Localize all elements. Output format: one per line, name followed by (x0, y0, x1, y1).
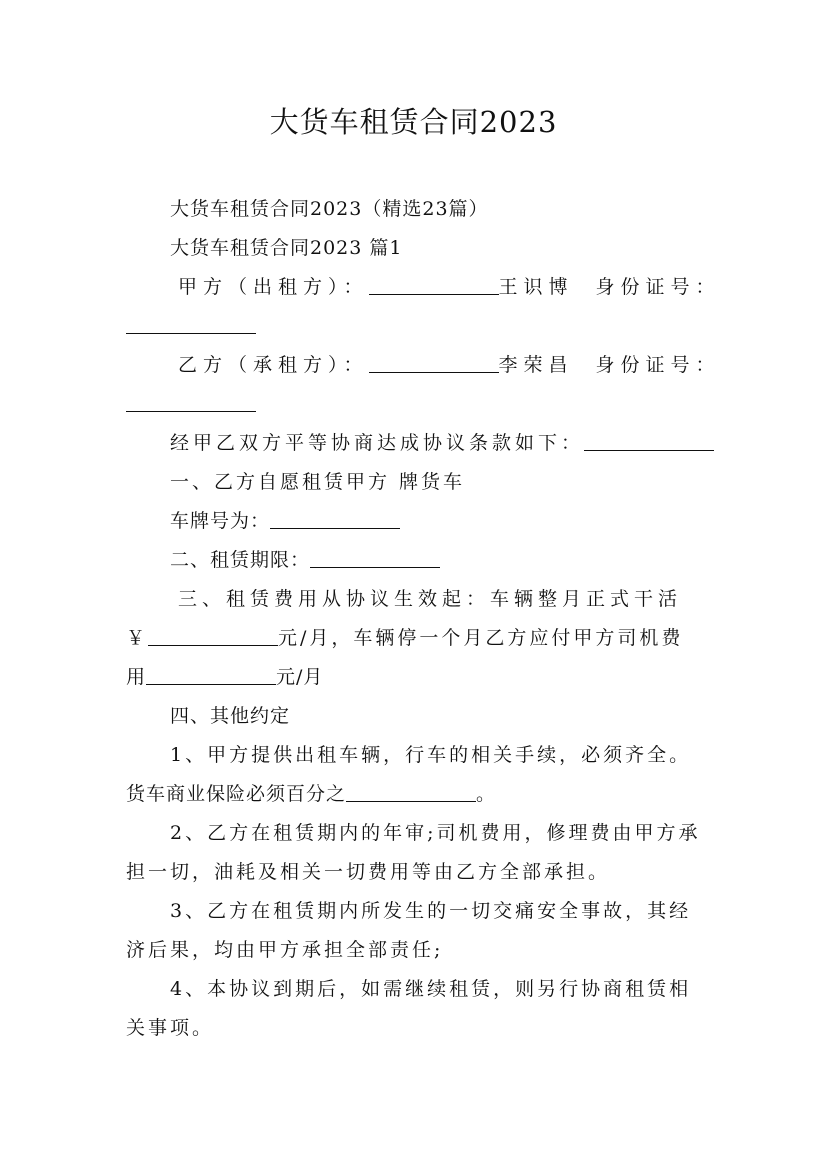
clause-3-line-3 (126, 658, 702, 697)
clause-4: 四、其他约定 (170, 705, 291, 727)
party-a-blank (369, 276, 499, 295)
party-b-id-line (126, 385, 702, 424)
plate-label: 车牌号为： (170, 510, 271, 532)
party-a-id-label: 身份证号： (595, 276, 721, 298)
party-a-name: 王识博 (498, 276, 574, 298)
party-b-id-label: 身份证号： (595, 354, 721, 376)
party-b-line (126, 346, 721, 385)
item-1-text-b: 货车商业保险必须百分之 (126, 783, 347, 805)
clause-3-text-c: 用 (126, 666, 147, 688)
party-a-id-blank (126, 315, 256, 334)
clause-1: 一、乙方自愿租赁甲方 牌货车 (170, 471, 466, 493)
item-3-line-1: 3、乙方在租赁期内所发生的一切交痛安全事故，其经 (170, 900, 692, 922)
clause-3-text-b: 元/月，车辆停一个月乙方应付甲方司机费 (278, 627, 684, 649)
agreement-blank (584, 432, 714, 451)
party-a-label: 甲方（出租方）： (178, 276, 369, 298)
party-b-blank (369, 354, 499, 373)
insurance-blank (346, 783, 476, 802)
party-a-id-line (126, 307, 702, 346)
clause-2-line (126, 541, 702, 580)
item-2-line-1: 2、乙方在租赁期内的年审;司机费用，修理费由甲方承 (170, 822, 701, 844)
document-body (126, 190, 721, 1048)
party-b-name: 李荣昌 (498, 354, 574, 376)
item-2-line-2: 担一切，油耗及相关一切费用等由乙方全部承担。 (126, 861, 611, 883)
currency-symbol: ￥ (126, 627, 149, 649)
party-b-id-blank (126, 393, 256, 412)
item-1-line-2 (126, 775, 702, 814)
party-b-label: 乙方（承租方）： (178, 354, 369, 376)
monthly-fee-blank (148, 627, 278, 646)
clause-3-line-2 (126, 619, 702, 658)
document-title: 大货车租赁合同2023 (269, 105, 558, 139)
clause-2: 二、租赁期限： (170, 549, 311, 571)
driver-fee-blank (146, 666, 276, 685)
clause-3-line-1: 三、租赁费用从协议生效起：车辆整月正式干活 (178, 588, 683, 610)
agreement-intro: 经甲乙双方平等协商达成协议条款如下： (170, 432, 585, 454)
section-heading: 大货车租赁合同2023 篇1 (170, 237, 403, 259)
subtitle: 大货车租赁合同2023（精选23篇） (170, 198, 489, 220)
agreement-intro-line (126, 424, 702, 463)
clause-3-text-d: 元/月 (276, 666, 324, 688)
plate-blank (270, 510, 400, 529)
item-1-line-1: 1、甲方提供出租车辆，行车的相关手续，必须齐全。 (170, 744, 692, 766)
party-a-line (126, 268, 721, 307)
item-1-text-c: 。 (476, 783, 497, 805)
item-3-line-2: 济后果，均由甲方承担全部责任; (126, 939, 444, 961)
item-4-line-2: 关事项。 (126, 1017, 215, 1039)
lease-term-blank (310, 549, 440, 568)
item-4-line-1: 4、本协议到期后，如需继续租赁，则另行协商租赁相 (170, 978, 692, 1000)
plate-line (126, 502, 702, 541)
